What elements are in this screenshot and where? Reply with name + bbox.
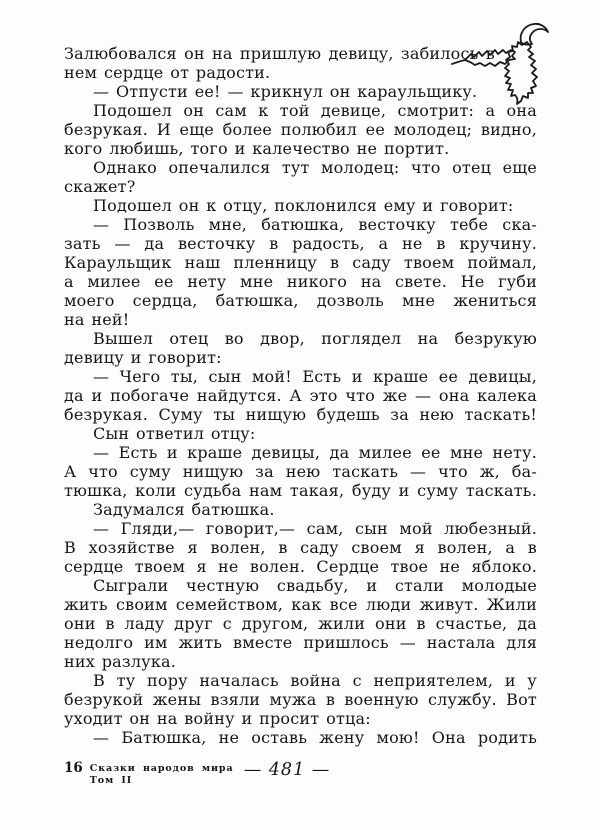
text-line: недолго им жить вместе пришлось — настала для <box>64 633 537 652</box>
text-line: Однако опечалился тут молодец: что отец еще <box>93 158 537 177</box>
edition-volume: Том II <box>89 774 133 786</box>
text-line: кого любишь, того и калечество не портит. <box>64 139 450 158</box>
text-line: уходит он на войну и просит отца: <box>64 709 371 728</box>
text-line: — Батюшка, не оставь жену мою! Она родить <box>93 728 537 747</box>
text-line: Подошел он к отцу, поклонился ему и говорит: <box>93 196 514 215</box>
text-line: тюшка, коли судьба нам такая, буду и суму таскать. <box>64 481 537 500</box>
text-line: В ту пору началась война с неприятелем, и у <box>93 671 537 690</box>
text-line: зать — да весточку в радость, а не в кручину. <box>64 234 537 253</box>
page-footer <box>64 760 538 800</box>
text-line: нем сердце от радости. <box>64 63 271 82</box>
text-line: на ней! <box>64 310 130 329</box>
text-line: В хозяйстве я волен, в саду своем я волен, а в <box>64 538 537 557</box>
text-line: Сын ответил отцу: <box>93 424 256 443</box>
text-line: — Позволь мне, батюшка, весточку тебе ска- <box>93 215 537 234</box>
text-line: они в ладу друг с другом, жили они в счастье, да <box>64 614 537 633</box>
text-line: Подошел он сам к той девице, смотрит: а она <box>93 101 537 120</box>
text-line: Сыграли честную свадьбу, и стали молодые <box>93 576 537 595</box>
edition-title: Сказки народов мира <box>89 763 234 774</box>
text-line: скажет? <box>64 177 136 196</box>
text-line: жить своим семейством, как все люди живут. Жили <box>64 595 537 614</box>
text-line: — Отпусти ее! — крикнул он караульщику. <box>93 82 478 101</box>
text-line: а милее ее нету мне никого на свете. Не губи <box>64 272 537 291</box>
text-line: — Есть и краше девицы, да милее ее мне нету. <box>93 443 537 462</box>
text-line: безрукая. И еще более полюбил ее молодец; видно, <box>64 120 537 139</box>
signature-number: 16 <box>64 760 83 776</box>
text-line: Задумался батюшка. <box>93 500 275 519</box>
text-line: сердце твоем я не волен. Сердце твое не яблоко. <box>64 557 537 576</box>
text-line: безрукая. Суму ты нищую будешь за нею таскать! <box>64 405 537 424</box>
text-line: да и побогаче найдутся. А это что же — она калека <box>64 386 537 405</box>
text-line: Караульщик наш пленницу в саду твоем поймал, <box>64 253 537 272</box>
text-line: Вышел отец во двор, поглядел на безрукую <box>93 329 537 348</box>
text-line: них разлука. <box>64 652 177 671</box>
page-number: — 481 — <box>243 760 331 780</box>
story-text <box>64 44 537 747</box>
text-line: девицу и говорит: <box>64 348 222 367</box>
text-line: — Чего ты, сын мой! Есть и краше ее девицы, <box>93 367 537 386</box>
text-line: — Гляди,— говорит,— сам, сын мой любезный. <box>93 519 537 538</box>
text-line: Залюбовался он на пришлую девицу, забилось в <box>64 44 495 63</box>
text-line: моего сердца, батюшка, дозволь мне жениться <box>64 291 537 310</box>
text-line: А что суму нищую за нею таскать — что ж, ба- <box>64 462 537 481</box>
text-line: безрукой жены взяли мужа в военную службу. Вот <box>64 690 537 709</box>
